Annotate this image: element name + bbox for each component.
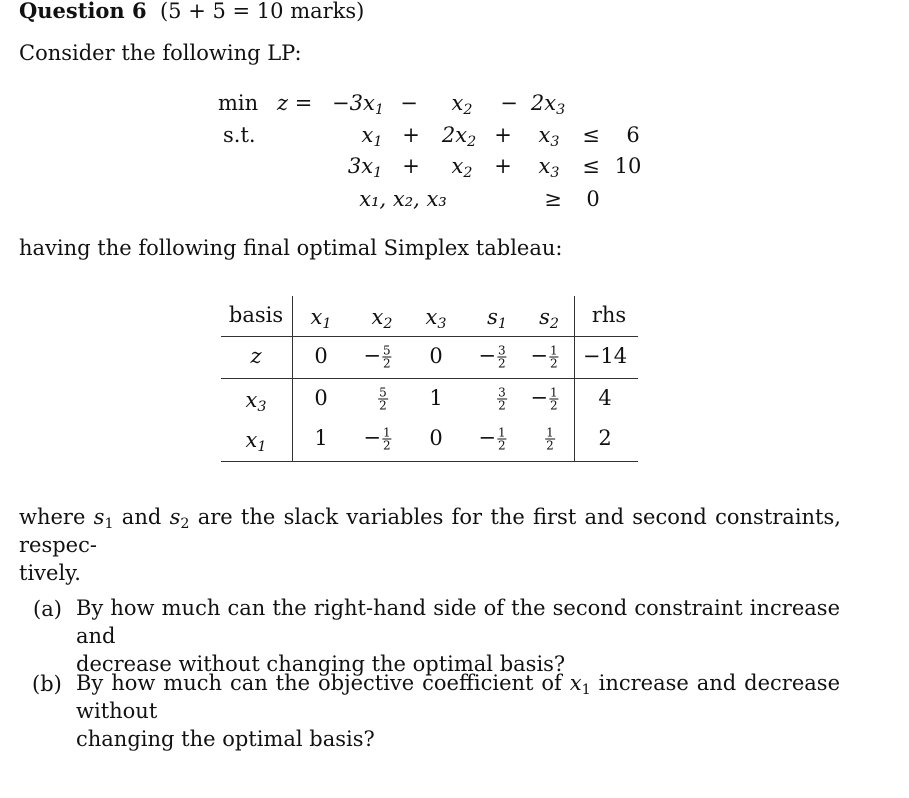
c1-rhs: 6: [626, 123, 640, 147]
tableau-rule-bottom: [221, 461, 638, 462]
min-label: min: [218, 91, 259, 115]
st-label: s.t.: [223, 123, 256, 147]
row-x3-s2: − $\frac{1}{2}$: [530, 385, 558, 413]
row-z-x1: 0: [314, 344, 328, 368]
row-x3-x1: 0: [314, 386, 328, 410]
question-title: Question 6: [19, 0, 147, 23]
question-heading: [19, 0, 364, 24]
header-s1: $s_1$: [487, 305, 507, 332]
c2-term-2: $x_2$: [451, 154, 473, 181]
row-x1-x2: − $\frac{1}{2}$: [363, 425, 391, 453]
c1-term-2: $2x_2$: [441, 123, 477, 150]
row-x3-basis: $x_3$: [245, 388, 267, 415]
c2-op-2: +: [494, 154, 512, 178]
obj-op-2: −: [500, 91, 518, 115]
header-basis: basis: [228, 303, 284, 327]
tableau-rule-basis: [292, 296, 293, 462]
obj-term-2: $x_2$: [451, 91, 473, 118]
part-a-text: [76, 594, 840, 678]
nonneg-relation: ≥: [544, 187, 562, 211]
part-a-line-2: decrease without changing the optimal basis?: [76, 652, 566, 676]
obj-term-1: $-3x_1$: [332, 91, 384, 118]
part-a-line-1: By how much can the right-hand side of the second constraint increase and: [76, 596, 840, 648]
slack-note-line-2: tively.: [19, 561, 81, 585]
header-x1: $x_1$: [310, 305, 332, 332]
row-x1-rhs: 2: [598, 426, 612, 450]
c2-relation: ≤: [582, 154, 600, 178]
row-x1-x3: 0: [429, 426, 443, 450]
c2-term-1: $3x_1$: [347, 154, 383, 181]
question-marks: (5 + 5 = 10 marks): [159, 0, 365, 23]
header-x3: $x_3$: [425, 305, 447, 332]
row-x1-s2: $\frac{1}{2}$: [546, 425, 554, 453]
c1-term-1: $x_1$: [361, 123, 383, 150]
row-z-rhs: −14: [582, 344, 628, 368]
c2-op-1: +: [402, 154, 420, 178]
row-z-s1: − $\frac{3}{2}$: [478, 343, 506, 371]
nonneg-rhs: 0: [586, 187, 600, 211]
part-a-label: (a): [33, 597, 62, 621]
intro-text: Consider the following LP:: [19, 41, 302, 65]
row-z-basis: z: [250, 344, 262, 368]
c2-rhs: 10: [614, 154, 642, 178]
row-z-x2: − $\frac{5}{2}$: [363, 343, 391, 371]
header-rhs: rhs: [591, 303, 627, 327]
row-x3-s1: $\frac{3}{2}$: [498, 385, 506, 413]
obj-op-1: −: [400, 91, 418, 115]
part-b-line-1: By how much can the objective coefficient of $x_1$ increase and decrease without: [76, 671, 840, 723]
tableau-rule-objective: [221, 378, 638, 379]
tableau-rule-rhs: [574, 296, 575, 462]
obj-term-3: $2x_3$: [530, 91, 566, 118]
row-x3-x3: 1: [429, 386, 443, 410]
c1-op-2: +: [494, 123, 512, 147]
c1-relation: ≤: [582, 123, 600, 147]
header-s2: $s_2$: [539, 305, 559, 332]
tableau-intro-text: having the following final optimal Simplex tableau:: [19, 236, 563, 260]
row-x3-x2: $\frac{5}{2}$: [379, 385, 387, 413]
slack-note-line-1: where $s_1$ and $s_2$ are the slack variables for the first and second constraints, respec-: [19, 505, 841, 557]
row-x1-s1: − $\frac{1}{2}$: [478, 425, 506, 453]
part-b-label: (b): [32, 672, 62, 696]
row-x1-x1: 1: [314, 426, 328, 450]
z-label: z =: [277, 91, 313, 115]
row-z-s2: − $\frac{1}{2}$: [530, 343, 558, 371]
tableau-rule-header: [221, 336, 638, 337]
part-b-text: [76, 669, 840, 753]
c1-term-3: $x_3$: [538, 123, 560, 150]
header-x2: $x_2$: [371, 305, 393, 332]
nonneg-vars: x₁, x₂, x₃: [359, 187, 447, 211]
row-z-x3: 0: [429, 344, 443, 368]
row-x1-basis: $x_1$: [245, 428, 267, 455]
slack-note: [19, 503, 841, 587]
part-b-line-2: changing the optimal basis?: [76, 727, 375, 751]
c2-term-3: $x_3$: [538, 154, 560, 181]
row-x3-rhs: 4: [598, 386, 612, 410]
c1-op-1: +: [402, 123, 420, 147]
